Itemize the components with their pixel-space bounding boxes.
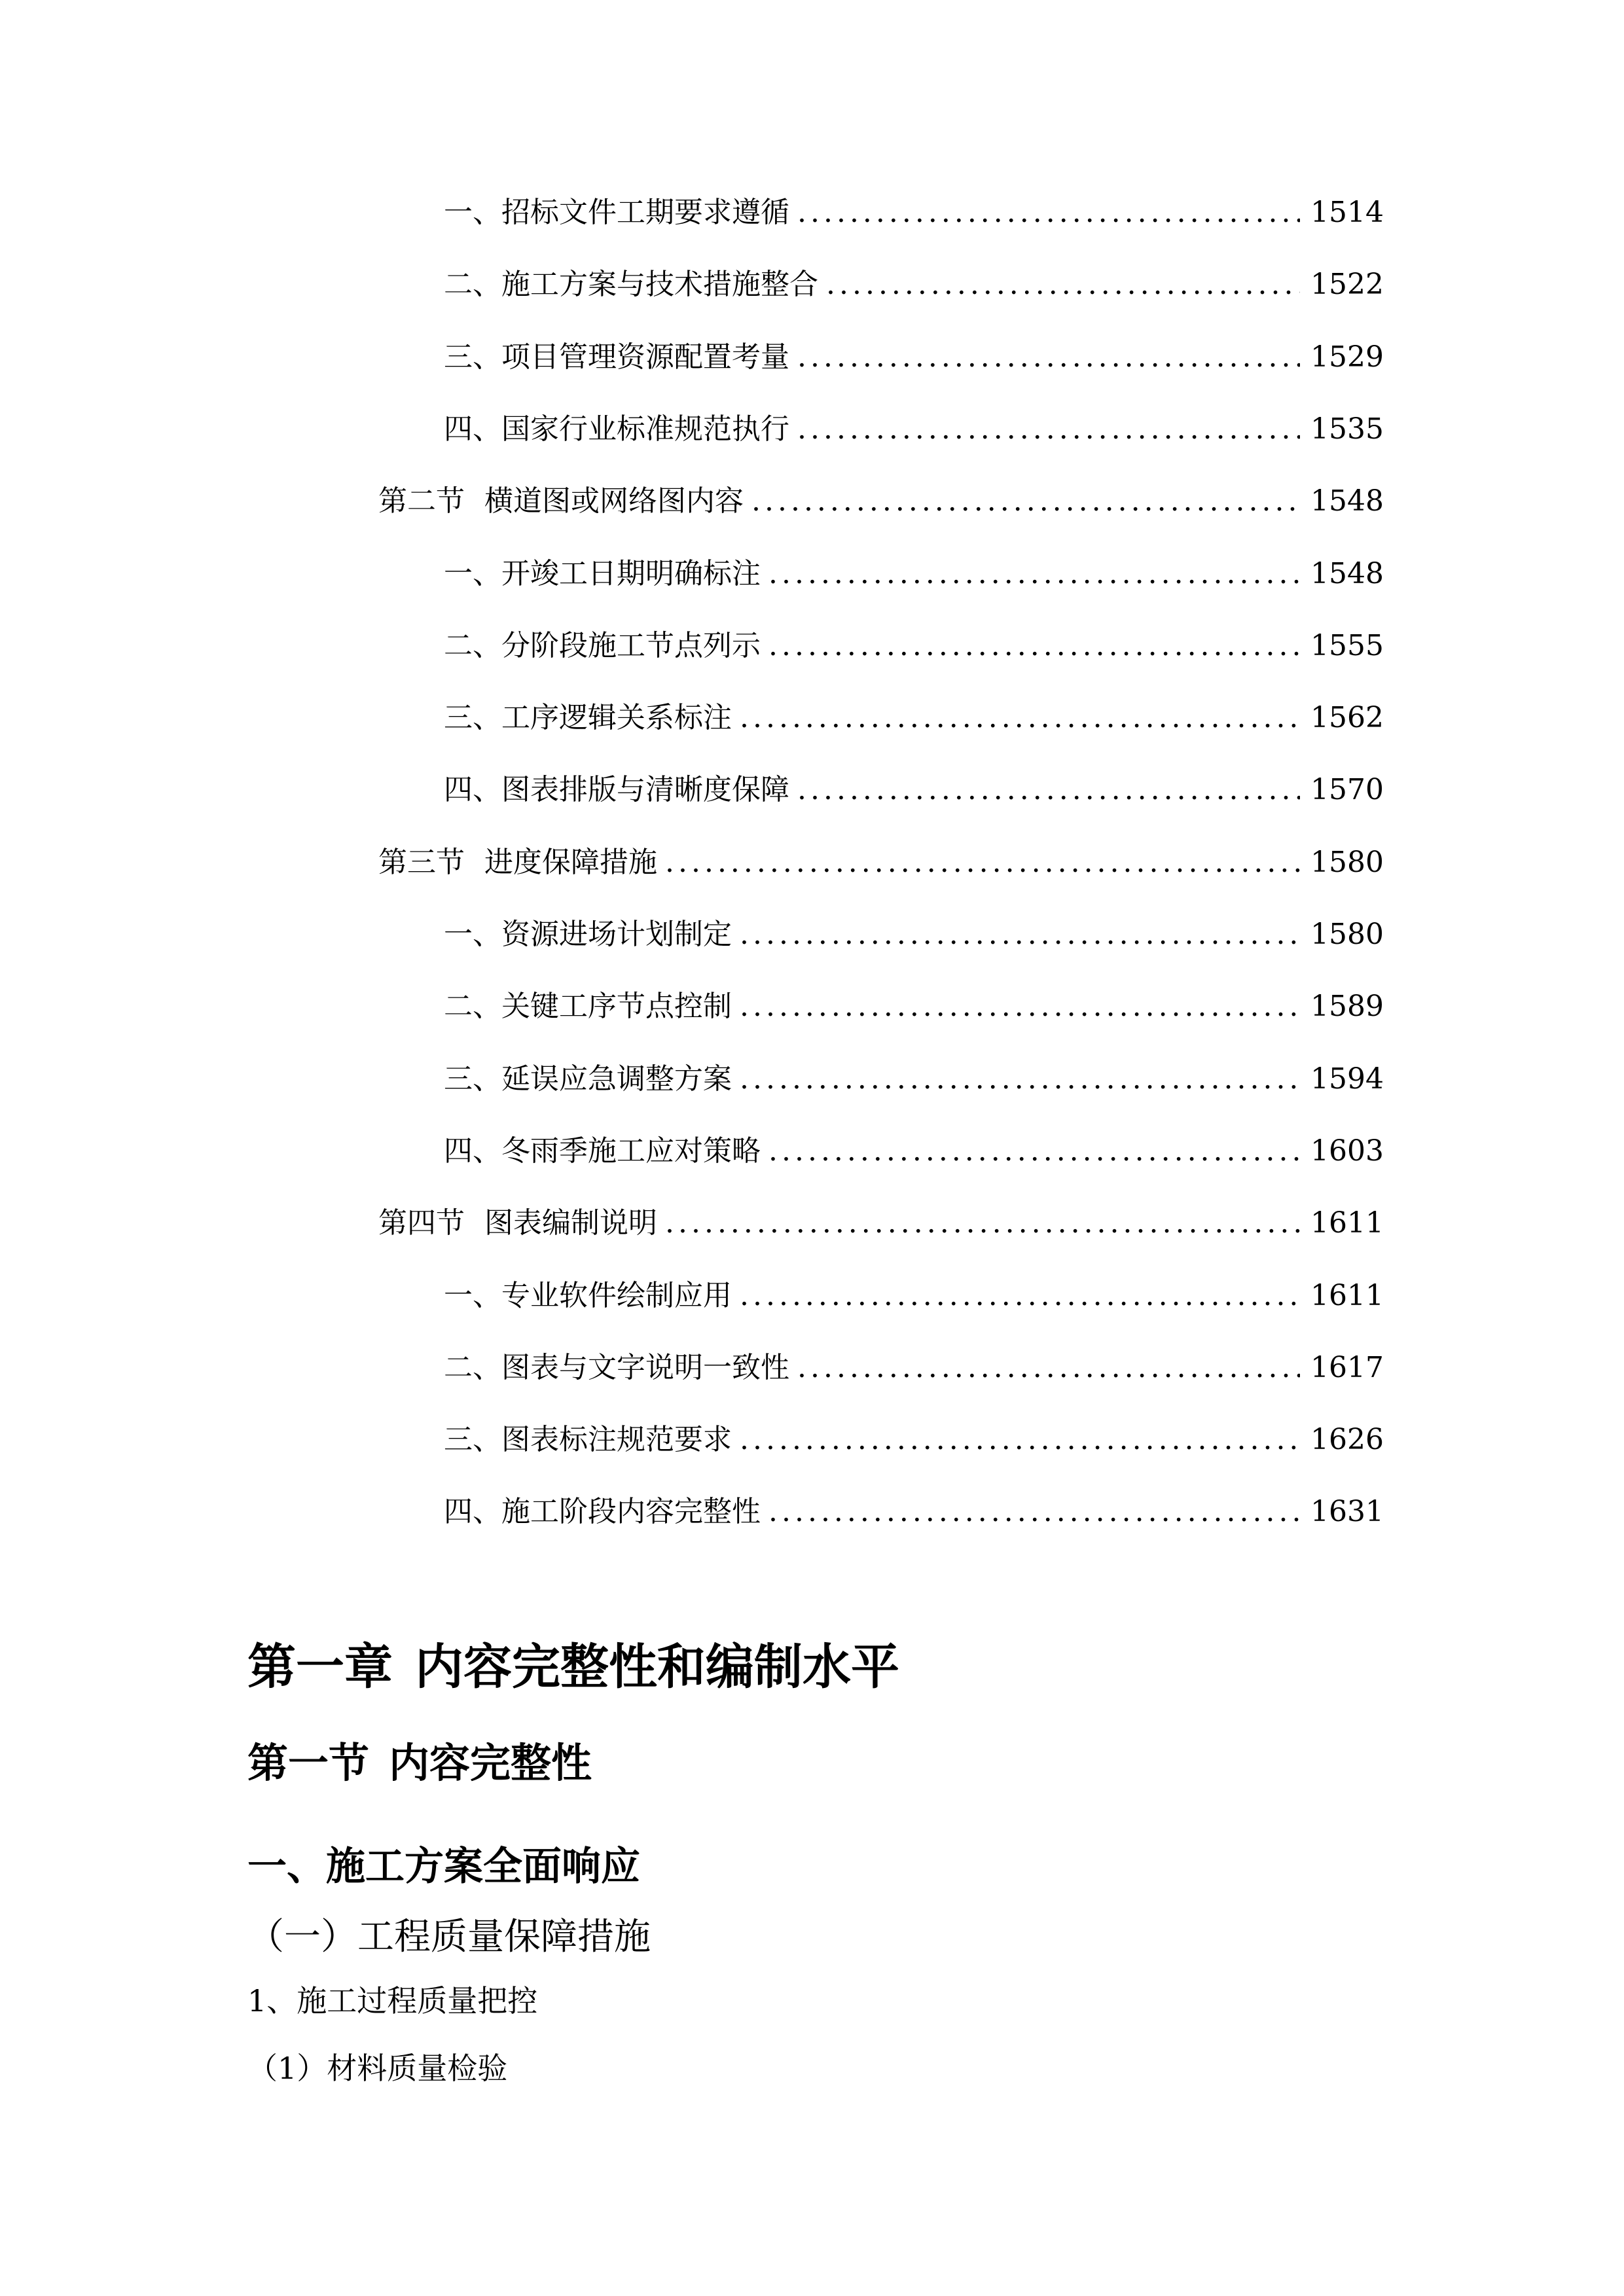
- toc-dot-leader: [740, 698, 1300, 738]
- toc-entry[interactable]: [444, 1276, 1384, 1316]
- toc-dot-leader: [768, 1492, 1300, 1532]
- toc-entry-page: 1617: [1310, 1351, 1384, 1384]
- toc-entry-title: 横道图或网络图内容: [484, 484, 744, 518]
- toc-entry-title: 施工阶段内容完整性: [501, 1495, 761, 1528]
- toc-entry-title: 工序逻辑关系标注: [501, 701, 732, 734]
- toc-entry-number: 第二节: [378, 484, 465, 518]
- toc-dot-leader: [797, 770, 1300, 810]
- toc-entry-title: 图表编制说明: [484, 1206, 657, 1240]
- toc-dot-leader: [740, 915, 1300, 954]
- toc-entry-page: 1611: [1310, 1279, 1384, 1312]
- toc-entry-page: 1529: [1310, 340, 1384, 374]
- toc-entry-title: 图表排版与清晰度保障: [501, 773, 789, 806]
- toc-entry-page: 1589: [1310, 990, 1384, 1023]
- toc-entry-page: 1570: [1310, 773, 1384, 806]
- chapter-title: 内容完整性和编制水平: [415, 1639, 899, 1695]
- toc-entry-number: 四、: [444, 1134, 501, 1168]
- toc-entry-number: 二、: [444, 268, 501, 301]
- toc-dot-leader: [665, 1204, 1300, 1243]
- toc-entry[interactable]: [444, 1060, 1384, 1099]
- toc-entry-number: 一、: [444, 1279, 501, 1312]
- toc-dot-leader: [826, 265, 1300, 304]
- toc-entry-title: 资源进场计划制定: [501, 918, 732, 951]
- toc-entry-number: 四、: [444, 773, 501, 806]
- toc-entry[interactable]: [444, 987, 1384, 1026]
- toc-entry-page: 1631: [1310, 1495, 1384, 1528]
- chapter-heading: [247, 1634, 899, 1700]
- toc-entry-title: 图表与文字说明一致性: [501, 1351, 789, 1384]
- toc-entry-page: 1594: [1310, 1062, 1384, 1096]
- toc-entry[interactable]: [378, 1204, 1384, 1243]
- toc-entry-page: 1555: [1310, 629, 1384, 662]
- subitem-heading: （1）材料质量检验: [247, 2051, 508, 2086]
- toc-dot-leader: [797, 1348, 1300, 1388]
- toc-dot-leader: [768, 1132, 1300, 1171]
- toc-entry-title: 进度保障措施: [484, 846, 657, 879]
- toc-entry-title: 专业软件绘制应用: [501, 1279, 732, 1312]
- toc-entry-number: 第四节: [378, 1206, 465, 1240]
- toc-entry-number: 一、: [444, 557, 501, 590]
- toc-entry-title: 招标文件工期要求遵循: [501, 196, 789, 229]
- toc-dot-leader: [797, 193, 1300, 232]
- toc-dot-leader: [740, 1276, 1300, 1316]
- toc-entry-number: 四、: [444, 1495, 501, 1528]
- toc-entry[interactable]: [444, 410, 1384, 449]
- toc-entry-number: 一、: [444, 196, 501, 229]
- toc-entry[interactable]: [444, 1348, 1384, 1388]
- chapter-number: 第一章: [247, 1639, 393, 1695]
- subsubsection-heading: （一）工程质量保障措施: [247, 1916, 651, 1958]
- toc-entry-title: 项目管理资源配置考量: [501, 340, 789, 374]
- toc-dot-leader: [768, 626, 1300, 666]
- toc-entry-number: 三、: [444, 1423, 501, 1456]
- toc-entry[interactable]: [444, 1420, 1384, 1460]
- toc-entry-number: 三、: [444, 1062, 501, 1096]
- toc-dot-leader: [740, 1420, 1300, 1460]
- toc-entry-number: 一、: [444, 918, 501, 951]
- toc-dot-leader: [751, 482, 1300, 521]
- toc-entry-title: 图表标注规范要求: [501, 1423, 732, 1456]
- toc-entry-page: 1514: [1310, 196, 1384, 229]
- section-number: 第一节: [247, 1739, 370, 1787]
- toc-entry-number: 第三节: [378, 846, 465, 879]
- toc-entry-title: 延误应急调整方案: [501, 1062, 732, 1096]
- toc-entry[interactable]: [444, 770, 1384, 810]
- toc-entry-title: 冬雨季施工应对策略: [501, 1134, 761, 1168]
- toc-entry[interactable]: [444, 1132, 1384, 1171]
- toc-entry-number: 三、: [444, 701, 501, 734]
- toc-entry-page: 1548: [1310, 484, 1384, 518]
- toc-entry-page: 1522: [1310, 268, 1384, 301]
- toc-entry[interactable]: [444, 554, 1384, 594]
- section-title: 内容完整性: [389, 1739, 592, 1787]
- item-heading: 1、施工过程质量把控: [247, 1983, 538, 2018]
- toc-entry[interactable]: [444, 915, 1384, 954]
- toc-entry-number: 二、: [444, 990, 501, 1023]
- toc-entry-number: 四、: [444, 412, 501, 446]
- toc-entry[interactable]: [378, 843, 1384, 882]
- toc-entry-title: 关键工序节点控制: [501, 990, 732, 1023]
- toc-entry-page: 1548: [1310, 557, 1384, 590]
- toc-entry-title: 施工方案与技术措施整合: [501, 268, 818, 301]
- toc-dot-leader: [797, 338, 1300, 377]
- toc-entry[interactable]: [444, 265, 1384, 304]
- toc-dot-leader: [665, 843, 1300, 882]
- toc-entry[interactable]: [444, 698, 1384, 738]
- toc-dot-leader: [797, 410, 1300, 449]
- toc-dot-leader: [768, 554, 1300, 594]
- subsection-heading: 一、施工方案全面响应: [247, 1844, 640, 1890]
- toc-entry-page: 1580: [1310, 918, 1384, 951]
- toc-entry-page: 1626: [1310, 1423, 1384, 1456]
- toc-entry[interactable]: [444, 1492, 1384, 1532]
- toc-entry-title: 分阶段施工节点列示: [501, 629, 761, 662]
- toc-entry-page: 1535: [1310, 412, 1384, 446]
- toc-entry-title: 国家行业标准规范执行: [501, 412, 789, 446]
- section-heading: [247, 1736, 592, 1791]
- toc-dot-leader: [740, 987, 1300, 1026]
- toc-entry[interactable]: [444, 338, 1384, 377]
- toc-entry[interactable]: [378, 482, 1384, 521]
- toc-entry[interactable]: [444, 193, 1384, 232]
- toc-entry-number: 二、: [444, 629, 501, 662]
- toc-entry[interactable]: [444, 626, 1384, 666]
- toc-entry-number: 二、: [444, 1351, 501, 1384]
- toc-entry-title: 开竣工日期明确标注: [501, 557, 761, 590]
- toc-entry-page: 1603: [1310, 1134, 1384, 1168]
- toc-entry-number: 三、: [444, 340, 501, 374]
- toc-dot-leader: [740, 1060, 1300, 1099]
- toc-entry-page: 1562: [1310, 701, 1384, 734]
- toc-entry-page: 1580: [1310, 846, 1384, 879]
- toc-entry-page: 1611: [1310, 1206, 1384, 1240]
